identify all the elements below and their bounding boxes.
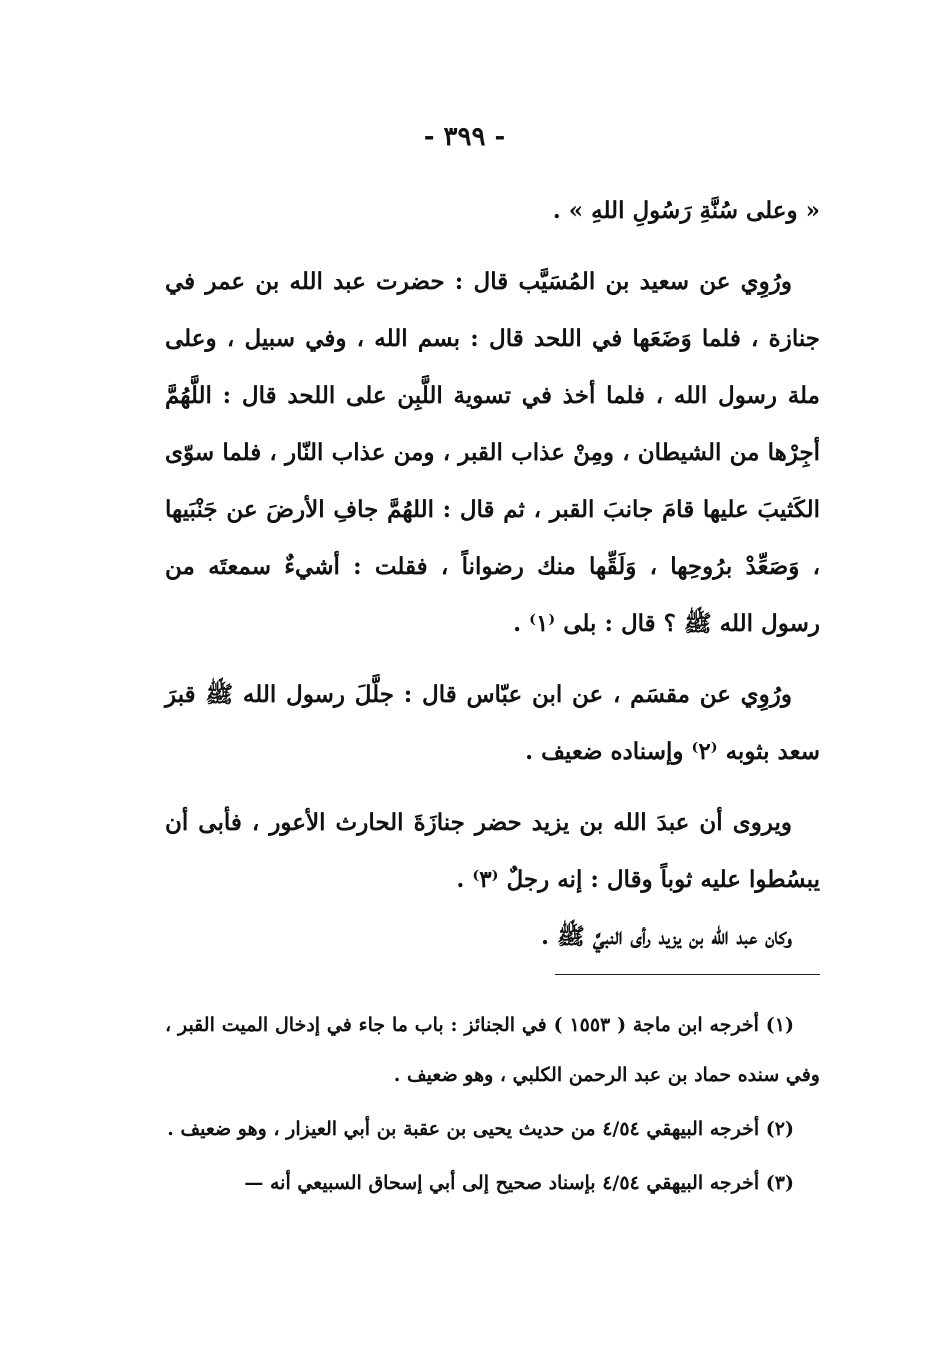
page-number: - ٣٩٩ - bbox=[423, 122, 506, 152]
paragraph-miqsam: ورُوِي عن مقسَم ، عن ابن عبّاس قال : جلَّلَ رسول الله ﷺ قبرَ سعد بثوبه ⁽٢⁾ وإسناده ضعيف . bbox=[165, 681, 820, 765]
paragraph-abdullah-ibn-yazid: ويروى أن عبدَ الله بن يزيد حضر جنازَةَ الحارث الأعور ، فأبى أن يبسُطوا عليه ثوباً وقال : إنه رجلٌ ⁽٣⁾ . bbox=[165, 809, 820, 893]
footnote-divider bbox=[555, 974, 820, 975]
footnotes bbox=[165, 1000, 820, 1208]
paragraph-ibn-al-musayyib: ورُوِي عن سعيد بن المُسَيَّب قال : حضرت عبد الله بن عمر في جنازة ، فلما وَضَعَها في اللحد قال : بسم الله ، وفي سبيل ، وعلى ملة رسول الله ، فلما أخذ في تسوية اللَّبِن على اللحد قال : اللَّهُمَّ أجِرْها من الشيطان ، ومِنْ عذاب القبر ، ومن عذاب النّار ، فلما سوّى الكَثيبَ عليها قامَ جانبَ القبر ، ثم قال : اللهُمَّ جافِ الأرضَ عن جَنْبَيها ، وَصَعِّدْ برُوحِها ، وَلَقِّها منك رضواناً ، فقلت : أشيءٌ سمعتَه من رسول الله ﷺ ؟ قال : بلى ⁽١⁾ . bbox=[165, 268, 820, 637]
footnote-2: (٢) أخرجه البيهقي ٤/٥٤ من حديث يحيى بن عقبة بن أبي العيزار ، وهو ضعيف . bbox=[167, 1118, 794, 1140]
footnote-3: (٣) أخرجه البيهقي ٤/٥٤ بإسناد صحيح إلى أبي إسحاق السبيعي أنه — bbox=[244, 1172, 794, 1194]
paragraph-hadith-ending: « وعلى سُنَّةِ رَسُولِ اللهِ » . bbox=[552, 197, 820, 224]
footnote-1: (١) أخرجه ابن ماجة ( ١٥٥٣ ) في الجنائز : باب ما جاء في إدخال الميت القبر ، وفي سنده حماد بن عبد الرحمن الكلبي ، وهو ضعيف . bbox=[165, 1014, 820, 1086]
main-text bbox=[165, 182, 820, 965]
paragraph-saw-the-prophet: وكان عبد الله بن يزيد رأى النبيَّ ﷺ . bbox=[541, 923, 792, 950]
